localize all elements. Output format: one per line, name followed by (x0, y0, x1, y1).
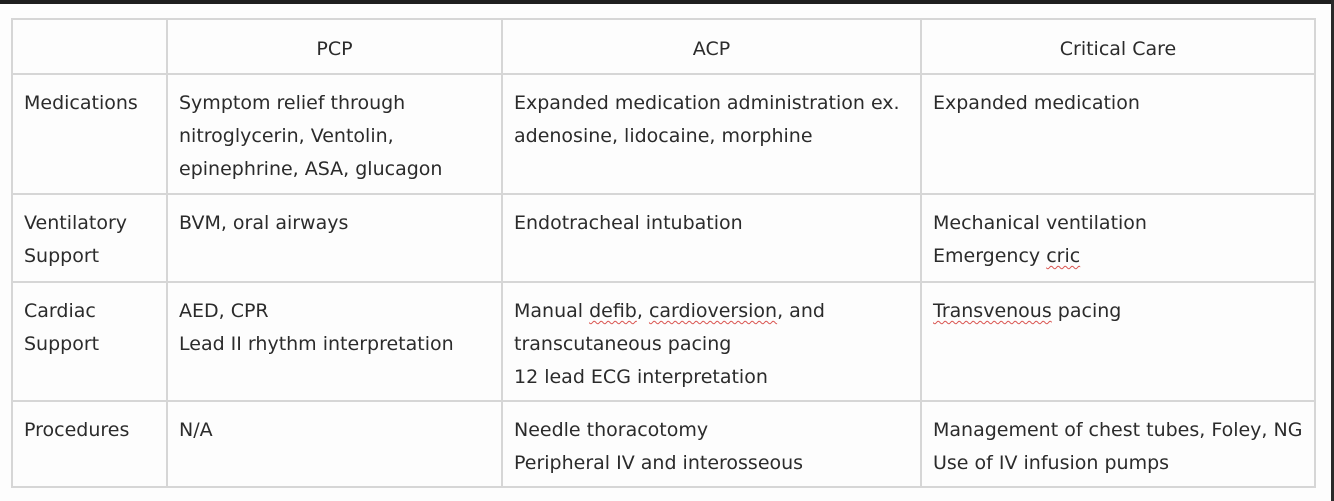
acp-cell (502, 194, 921, 282)
cell-line: AED, CPR (179, 300, 269, 322)
row-label-line: Procedures (24, 419, 130, 441)
row-label-cell (12, 194, 167, 282)
window-top-border (0, 0, 1334, 4)
critical-care-cell (921, 282, 1315, 401)
pcp-cell (167, 282, 502, 401)
cell-line: nitroglycerin, Ventolin, (179, 125, 394, 147)
comparison-table (11, 18, 1316, 488)
cell-line: Expanded medication (933, 92, 1140, 114)
header-cell-pcp: PCP (167, 19, 502, 74)
critical-care-cell (921, 194, 1315, 282)
row-label-cell (12, 401, 167, 487)
cell-line: 12 lead ECG interpretation (514, 366, 768, 388)
table-row-medications (12, 74, 1315, 194)
header-cell-critical-care: Critical Care (921, 19, 1315, 74)
table-row-cardiac-support (12, 282, 1315, 401)
spellcheck-flagged-word: cardioversion (648, 300, 778, 322)
pcp-cell (167, 74, 502, 194)
cell-line: transcutaneous pacing (514, 333, 732, 355)
spellcheck-flagged-word: Transvenous (933, 300, 1052, 322)
cell-line: adenosine, lidocaine, morphine (514, 125, 813, 147)
row-label-cell (12, 282, 167, 401)
pcp-cell (167, 194, 502, 282)
cell-line: Lead II rhythm interpretation (179, 333, 454, 355)
cell-line: N/A (179, 419, 213, 441)
acp-cell (502, 401, 921, 487)
cell-line: Symptom relief through (179, 92, 406, 114)
cell-line: Use of IV infusion pumps (933, 452, 1170, 474)
header-cell-acp: ACP (502, 19, 921, 74)
cell-line: Transvenous pacing (933, 300, 1122, 322)
spellcheck-flagged-word: cric (1046, 245, 1081, 267)
cell-line: Endotracheal intubation (514, 212, 743, 234)
spellcheck-flagged-word: defib (589, 300, 637, 322)
table-row-ventilatory-support (12, 194, 1315, 282)
cell-line: Management of chest tubes, Foley, NG (933, 419, 1303, 441)
table-row-procedures (12, 401, 1315, 487)
critical-care-cell (921, 74, 1315, 194)
row-label-line: Support (24, 245, 100, 267)
cell-line: Emergency cric (933, 245, 1081, 267)
header-row (12, 19, 1315, 74)
row-label-cell (12, 74, 167, 194)
cell-line: epinephrine, ASA, glucagon (179, 158, 443, 180)
row-label-line: Medications (24, 92, 138, 114)
row-label-line: Cardiac (24, 300, 96, 322)
header-cell-blank (12, 19, 167, 74)
cell-line: Peripheral IV and interosseous (514, 452, 804, 474)
cell-line: Manual defib, cardioversion, and (514, 300, 825, 322)
cell-line: BVM, oral airways (179, 212, 349, 234)
row-label-line: Ventilatory (24, 212, 128, 234)
acp-cell (502, 74, 921, 194)
pcp-cell (167, 401, 502, 487)
cell-line: Needle thoracotomy (514, 419, 709, 441)
cell-line: Mechanical ventilation (933, 212, 1147, 234)
critical-care-cell (921, 401, 1315, 487)
acp-cell (502, 282, 921, 401)
row-label-line: Support (24, 333, 100, 355)
cell-line: Expanded medication administration ex. (514, 92, 900, 114)
